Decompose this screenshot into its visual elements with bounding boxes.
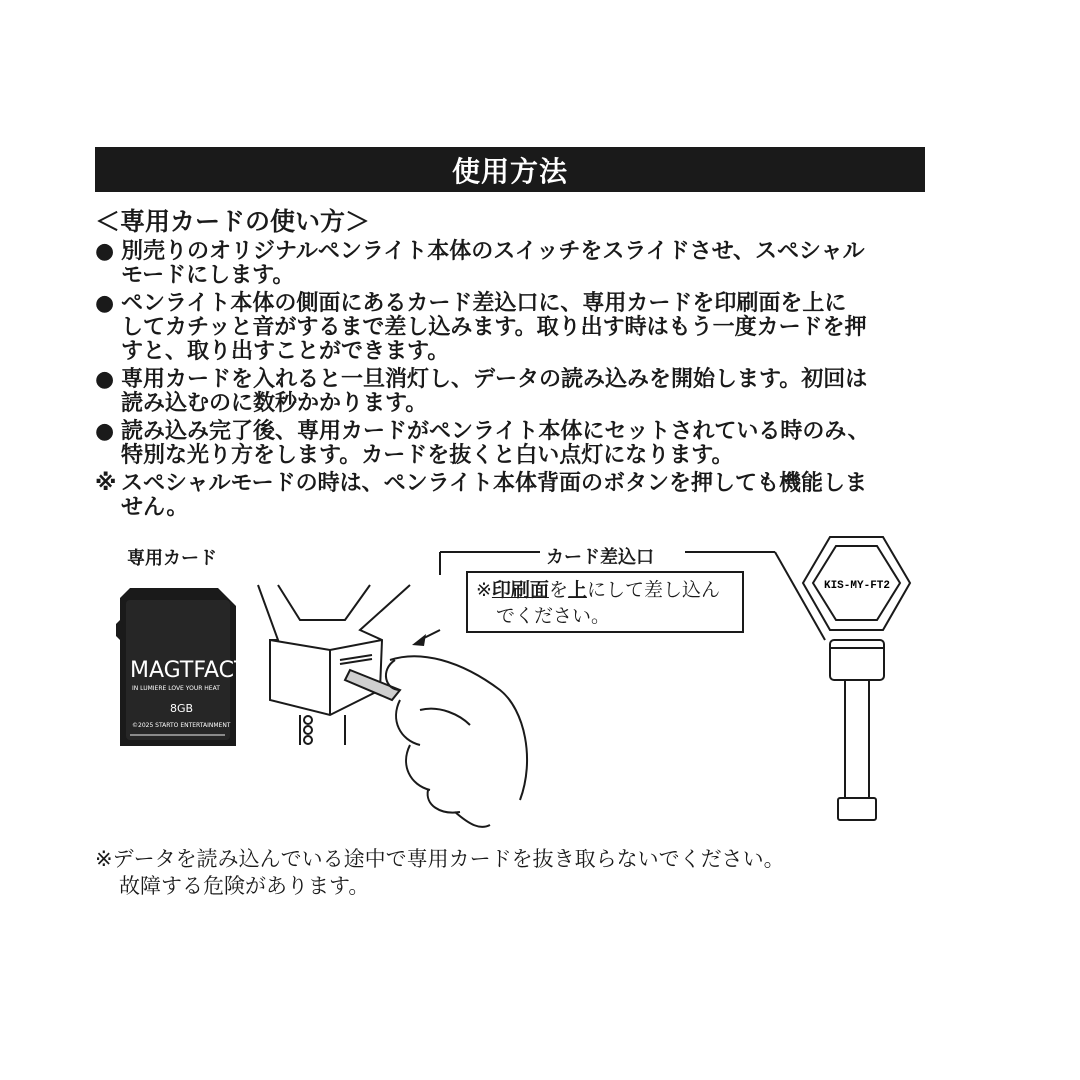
penlight-closeup <box>258 585 410 745</box>
bullet-mark: ● <box>95 291 115 316</box>
note-emphasis-up: 上 <box>567 579 587 601</box>
bullet-mark: ● <box>95 239 115 264</box>
section-title: 使用方法 <box>451 154 568 188</box>
instruction-text: ペンライト本体の側面にあるカード差込口に、専用カードを印刷面を上に してカチッと音がするまで差し込みます。取り出す時はもう一度カードを押 すと、取り出すことができます。 <box>121 291 867 364</box>
slot-leader-line <box>775 552 825 640</box>
insert-arrow-icon <box>412 630 440 646</box>
bullet-mark: ● <box>95 367 115 392</box>
sd-card-icon <box>116 588 248 746</box>
penlight-logo: KIS-MY-FT2 <box>823 580 891 592</box>
hand-illustration <box>345 656 527 827</box>
instruction-text: 読み込み完了後、専用カードがペンライト本体にセットされている時のみ、 特別な光り方をします。カードを抜くと白い点灯になります。 <box>121 419 870 468</box>
instruction-text: スペシャルモードの時は、ペンライト本体背面のボタンを押しても機能しま せん。 <box>121 471 868 520</box>
note-emphasis-print-side: 印刷面 <box>491 579 549 601</box>
note-rest: にして差し込ん <box>586 579 720 601</box>
note-particle: を <box>548 579 568 601</box>
warning-line-1: ※データを読み込んでいる途中で専用カードを抜き取らないでください。 <box>95 847 785 871</box>
bottom-warning <box>95 846 785 900</box>
card-brand: MAGTFACT <box>130 658 248 683</box>
instruction-text: 別売りのオリジナルペンライト本体のスイッチをスライドさせ、スペシャル モードにします。 <box>121 239 865 288</box>
note-mark: ※ <box>476 579 492 601</box>
warning-line-2: 故障する危険があります。 <box>119 874 370 898</box>
instruction-text: 専用カードを入れると一旦消灯し、データの読み込みを開始します。初回は 読み込むのに数秒かかります。 <box>121 367 868 416</box>
card-label: 専用カード <box>127 548 217 569</box>
card-tagline: IN LUMIERE LOVE YOUR HEAT <box>132 685 220 692</box>
note-mark: ※ <box>95 471 117 496</box>
bullet-mark: ● <box>95 419 115 444</box>
note-line-1 <box>476 577 734 603</box>
card-copyright: ©2025 STARTO ENTERTAINMENT <box>132 722 231 729</box>
insert-note-box <box>466 571 744 633</box>
card-capacity: 8GB <box>170 702 194 715</box>
slot-label: カード差込口 <box>546 547 654 568</box>
note-line-2: でください。 <box>496 605 611 627</box>
subtitle: ＜専用カードの使い方＞ <box>95 207 371 236</box>
